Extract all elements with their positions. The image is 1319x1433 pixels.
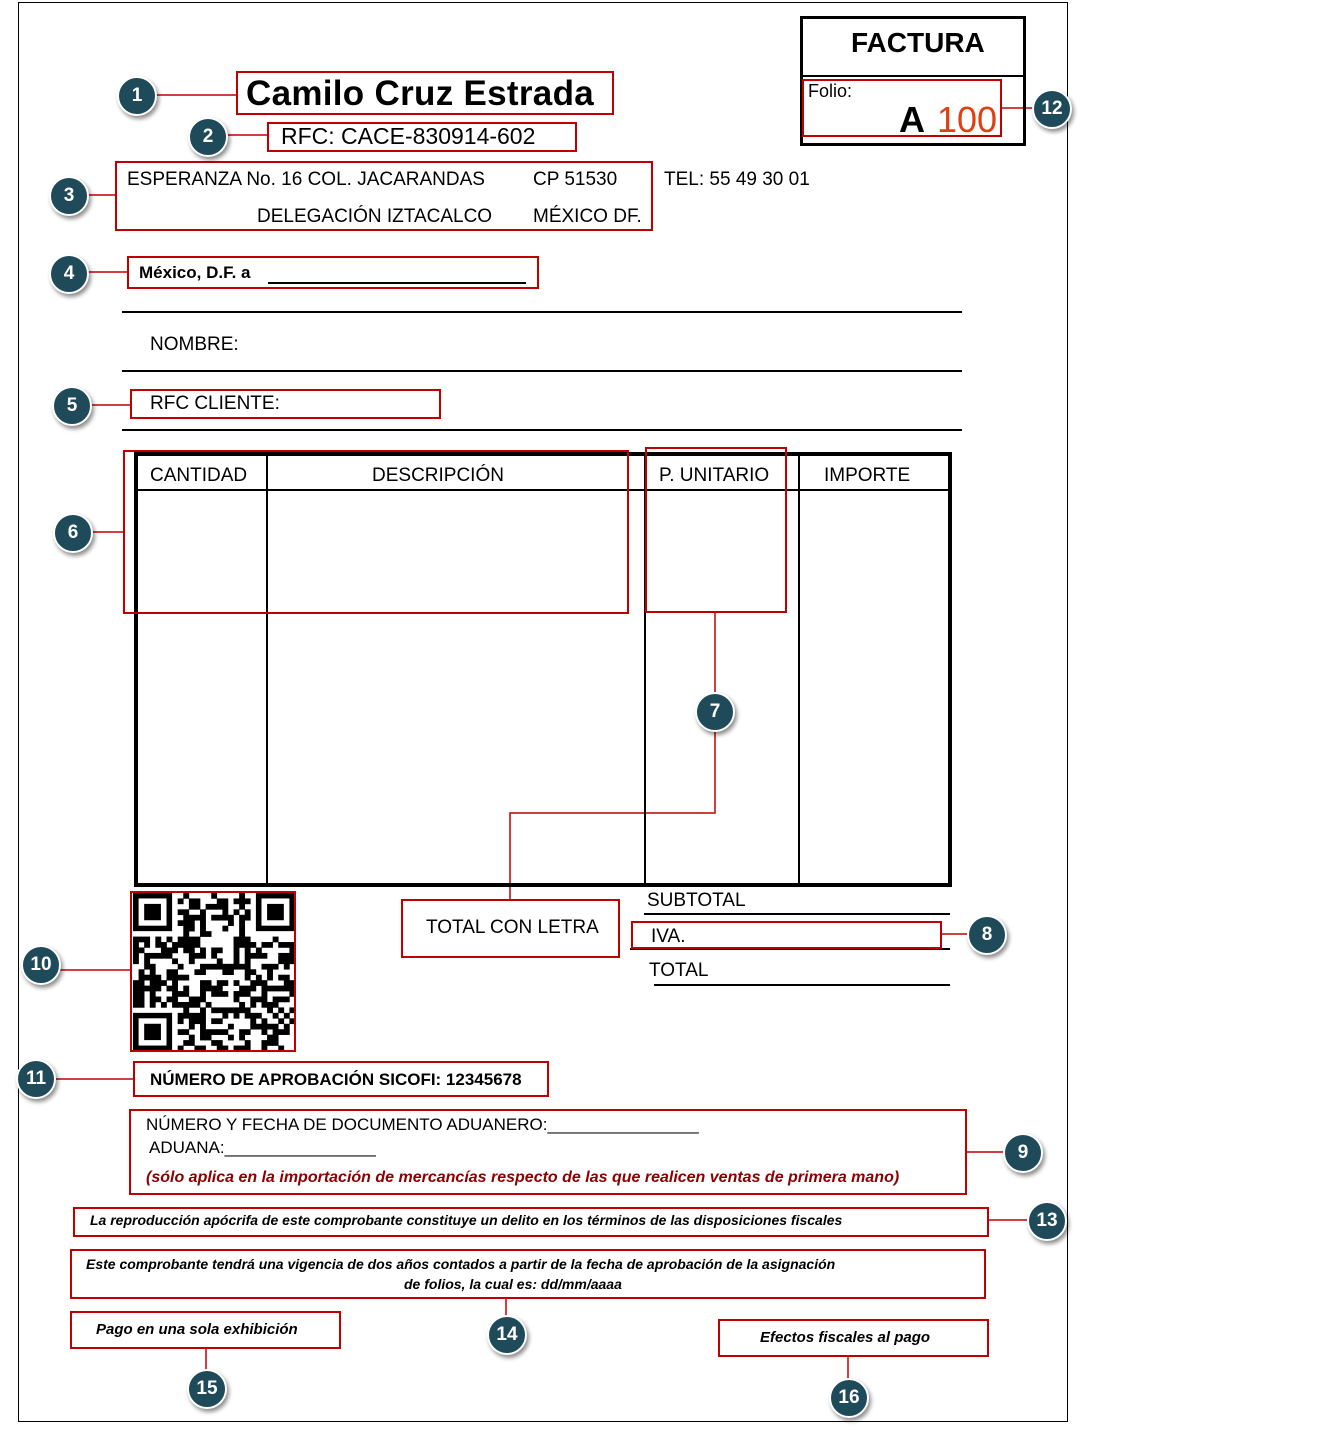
callout-badge-11: 11 (16, 1059, 56, 1099)
sicofi-approval: NÚMERO DE APROBACIÓN SICOFI: 12345678 (150, 1070, 522, 1089)
callout-badge-8: 8 (967, 915, 1007, 955)
callout-badge-1: 1 (117, 76, 157, 116)
callout-box-vigencia (70, 1249, 986, 1299)
folio-label: Folio: (808, 81, 853, 101)
phone: TEL: 55 49 30 01 (664, 169, 810, 190)
aduana-note: (sólo aplica en la importación de mercancías respecto de las que realicen ventas de primera mano) (146, 1169, 900, 1186)
place-date-label: México, D.F. a (139, 263, 251, 282)
callout-box-iva (631, 921, 942, 949)
legend-apocrifa: La reproducción apócrifa de este comprobante constituye un delito en los términos de las disposiciones fiscales (90, 1212, 843, 1228)
callout-box-total-letra (401, 899, 620, 958)
callout-badge-12: 12 (1032, 89, 1072, 129)
total-line (654, 984, 950, 986)
subtotal-line (644, 913, 950, 915)
column-header-importe: IMPORTE (824, 465, 911, 486)
rfc-cliente-label: RFC CLIENTE: (150, 393, 280, 414)
callout-box-folio (802, 79, 1002, 137)
callout-box-efectos (718, 1319, 989, 1357)
callout-box-cantidad-descripcion (123, 450, 629, 614)
callout-box-qr (130, 891, 296, 1052)
legend-vigencia-line2: de folios, la cual es: dd/mm/aaaa (404, 1276, 622, 1292)
client-line-3 (122, 429, 962, 431)
folio-series: A (899, 99, 925, 140)
callout-badge-7: 7 (695, 692, 735, 732)
documento-aduanero: NÚMERO Y FECHA DE DOCUMENTO ADUANERO:________________ (146, 1115, 699, 1134)
callout-badge-9: 9 (1003, 1133, 1043, 1173)
factura-divider (803, 75, 1023, 77)
city: MÉXICO DF. (533, 206, 642, 227)
legend-pago: Pago en una sola exhibición (96, 1321, 298, 1338)
address-line1: ESPERANZA No. 16 COL. JACARANDAS (127, 169, 485, 190)
aduana: ADUANA:________________ (149, 1138, 376, 1157)
callout-badge-16: 16 (829, 1378, 869, 1418)
callout-box-p-unitario (645, 447, 787, 613)
callout-badge-5: 5 (52, 386, 92, 426)
total-label: TOTAL (649, 960, 709, 981)
legend-vigencia-line1: Este comprobante tendrá una vigencia de dos años contados a partir de la fecha de aprobación de la asignación (86, 1256, 836, 1272)
callout-badge-15: 15 (187, 1369, 227, 1409)
issuer-name: Camilo Cruz Estrada (246, 74, 595, 113)
column-header-descripcion: DESCRIPCIÓN (372, 465, 504, 486)
callout-box-rfc-cliente (130, 389, 441, 419)
callout-badge-14: 14 (487, 1315, 527, 1355)
callout-box-aduanero (129, 1109, 967, 1195)
callout-box-address (115, 161, 653, 231)
column-header-p-unitario: P. UNITARIO (659, 465, 770, 486)
subtotal-label: SUBTOTAL (647, 890, 746, 911)
callout-badge-2: 2 (188, 117, 228, 157)
postal-code: CP 51530 (533, 169, 618, 190)
callout-badge-6: 6 (53, 513, 93, 553)
folio-number: 100 (937, 99, 998, 140)
callout-box-sicofi (133, 1061, 549, 1097)
column-header-cantidad: CANTIDAD (150, 465, 248, 486)
column-divider (798, 456, 800, 883)
callout-box-apocrifa (73, 1207, 989, 1237)
client-line-1 (122, 311, 962, 313)
address-line2: DELEGACIÓN IZTACALCO (257, 206, 493, 227)
issuer-rfc: RFC: CACE-830914-602 (281, 123, 536, 149)
callout-box-name (236, 71, 614, 115)
callout-badge-3: 3 (49, 176, 89, 216)
client-line-2 (122, 370, 962, 372)
callout-box-date (127, 256, 539, 289)
iva-label: IVA. (651, 926, 686, 947)
legend-efectos: Efectos fiscales al pago (760, 1329, 931, 1346)
factura-title: FACTURA (851, 27, 985, 58)
callout-badge-13: 13 (1027, 1201, 1067, 1241)
callout-box-rfc (267, 122, 577, 152)
callout-badge-10: 10 (21, 945, 61, 985)
callout-badge-4: 4 (49, 254, 89, 294)
callout-box-pago (70, 1311, 341, 1349)
total-con-letra-label: TOTAL CON LETRA (426, 917, 599, 938)
nombre-label: NOMBRE: (150, 334, 239, 355)
